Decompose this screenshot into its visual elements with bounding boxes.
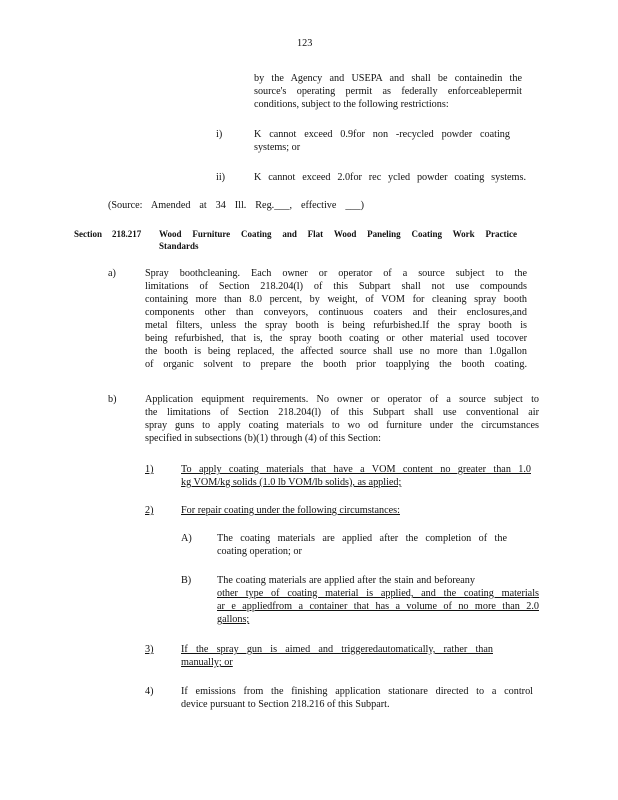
paragraph-line: being refurbished, that is, the spray booth coating or other material used tocover — [145, 333, 527, 344]
restriction-line: K cannot exceed 2.0for rec ycled powder coating systems. — [254, 172, 526, 183]
intro-line: by the Agency and USEPA and shall be containedin the — [254, 73, 522, 84]
subitem-line: The coating materials are applied after the completion of the — [217, 533, 507, 544]
subitem-text — [217, 574, 539, 626]
item-line: To apply coating materials that have a VOM content no greater than 1.0 — [181, 464, 531, 475]
item-line: If emissions from the finishing application stationare directed to a control — [181, 686, 533, 697]
item-text — [181, 463, 531, 489]
paragraph-line: the booth is being replaced, the affected source shall use no more than 1.0gallon — [145, 346, 527, 357]
paragraph-line: the limitations of Section 218.204(l) of this Subpart shall use conventional air — [145, 407, 539, 418]
paragraph-line: spray guns to apply coating materials to wo od furniture under the circumstances — [145, 420, 539, 431]
restriction-number: ii) — [216, 172, 226, 183]
subitem-line: gallons; — [217, 614, 250, 625]
item-text: For repair coating under the following circumstances: — [181, 505, 400, 516]
source-note: (Source: Amended at 34 Ill. Reg.___, effective ___) — [108, 200, 364, 211]
intro-paragraph — [254, 72, 522, 111]
paragraph-line: limitations of Section 218.204(l) of this Subpart shall not use compounds — [145, 281, 527, 292]
page-number: 123 — [297, 38, 313, 49]
restriction-line: systems; or — [254, 142, 301, 153]
item-text — [181, 685, 533, 711]
item-number: 2) — [145, 505, 154, 516]
item-number: 1) — [145, 464, 154, 475]
section-label: Section — [74, 229, 102, 239]
subitem-line: other type of coating material is applied, and the coating materials — [217, 588, 539, 599]
subitem-line: ar e appliedfrom a container that has a volume of no more than 2.0 — [217, 601, 539, 612]
subitem-number: B) — [181, 575, 192, 586]
restriction-text — [254, 171, 526, 184]
item-text — [181, 643, 493, 669]
item-line: manually; or — [181, 657, 233, 668]
paragraph-number: a) — [108, 268, 116, 279]
section-title-continued: Standards — [159, 241, 199, 251]
section-number: 218.217 — [112, 229, 142, 239]
subitem-text — [217, 532, 507, 558]
subitem-number: A) — [181, 533, 192, 544]
item-line: device pursuant to Section 218.216 of this Subpart. — [181, 699, 390, 710]
paragraph-a — [145, 267, 527, 371]
paragraph-b — [145, 393, 539, 445]
paragraph-line: of organic solvent to prepare the booth prior toapplying the booth coating. — [145, 359, 527, 370]
paragraph-line: containing more than 8.0 percent, by weight, of VOM for cleaning spray booth — [145, 294, 527, 305]
paragraph-line: Application equipment requirements. No owner or operator of a source subject to — [145, 394, 539, 405]
section-title: Wood Furniture Coating and Flat Wood Paneling Coating Work Practice — [159, 229, 517, 239]
item-line: kg VOM/kg solids (1.0 lb VOM/lb solids), as applied; — [181, 477, 402, 488]
restriction-number: i) — [216, 129, 223, 140]
intro-line: conditions, subject to the following restrictions: — [254, 99, 449, 110]
subitem-line: The coating materials are applied after the stain and beforeany — [217, 575, 475, 586]
intro-line: source's operating permit as federally enforceablepermit — [254, 86, 522, 97]
paragraph-line: components other than conveyors, continuous coaters and their enclosures,and — [145, 307, 527, 318]
item-number: 4) — [145, 686, 154, 697]
item-number: 3) — [145, 644, 154, 655]
subitem-line: coating operation; or — [217, 546, 302, 557]
paragraph-line: Spray boothcleaning. Each owner or operator of a source subject to the — [145, 268, 527, 279]
item-line: If the spray gun is aimed and triggeredautomatically, rather than — [181, 644, 493, 655]
paragraph-number: b) — [108, 394, 117, 405]
paragraph-line: metal filters, unless the spray booth is being refurbished.If the spray booth is — [145, 320, 527, 331]
paragraph-line: specified in subsections (b)(1) through (4) of this Section: — [145, 433, 381, 444]
restriction-line: K cannot exceed 0.9for non -recycled powder coating — [254, 129, 510, 140]
restriction-text — [254, 128, 510, 154]
